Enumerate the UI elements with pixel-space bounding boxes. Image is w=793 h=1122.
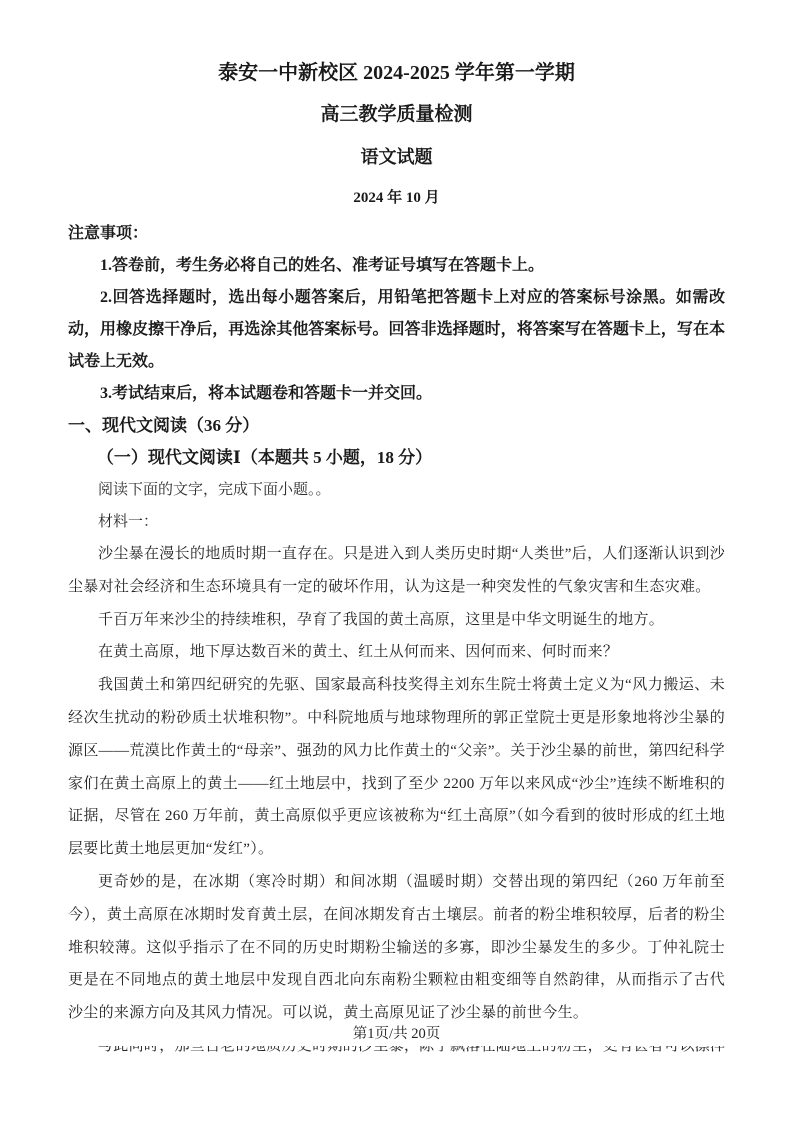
notice-item-2: 2.回答选择题时，选出每小题答案后，用铅笔把答题卡上对应的答案标号涂黑。如需改动，用橡皮擦干净后，再选涂其他答案标号。回答非选择题时，将答案写在答题卡上，写在本试卷上无效。	[68, 289, 725, 370]
notice-heading: 注意事项：	[68, 225, 149, 242]
notice-item-3: 3.考试结束后，将本试题卷和答题卡一并交回。	[100, 385, 433, 402]
reading-instruction: 阅读下面的文字，完成下面小题。。	[98, 482, 331, 498]
subsection-heading-reading-1: （一）现代文阅读Ⅰ（本题共 5 小题，18 分）	[96, 448, 433, 467]
material-one-label: 材料一：	[98, 514, 159, 530]
page-number-footer: 第1页/共 20页	[0, 1022, 793, 1046]
notice-item-1: 1.答卷前，考生务必将自己的姓名、准考证号填写在答题卡上。	[100, 257, 545, 274]
notice-section	[68, 218, 725, 410]
exam-date: 2024 年 10 月	[353, 190, 440, 206]
title-block	[68, 52, 725, 218]
section-heading-modern-reading: 一、现代文阅读（36 分）	[68, 416, 260, 435]
material-paragraph-4: 我国黄土和第四纪研究的先驱、国家最高科技奖得主刘东生院士将黄土定义为“风力搬运、未经次生扰动的粉砂质土状堆积物”。中科院地质与地球物理所的郭正堂院士更是形象地将沙尘暴的源区——荒漠比作黄土的“母亲”、强劲的风力比作黄土的“父亲”。关于沙尘暴的前世，第四纪科学家们在黄土高原上的黄土——红土地层中，找到了至少 2200 万年以来风成“沙尘”连续不断堆积的证据，尽管在 260 万年前，黄土高原似乎更应该被称为“红土高原”（如今看到的彼时形成的红土地层要比黄土地层更加“发红”）。	[68, 677, 725, 858]
material-paragraph-3: 在黄土高原，地下厚达数百米的黄土、红土从何而来、因何而来、何时而来？	[98, 644, 619, 661]
exam-title-subject: 语文试题	[360, 147, 433, 167]
material-paragraph-5: 更奇妙的是，在冰期（寒冷时期）和间冰期（温暖时期）交替出现的第四纪（260 万年前至今），黄土高原在冰期时发育黄土层，在间冰期发育古土壤层。前者的粉尘堆积较厚，后者的粉尘堆积较薄。这似乎指示了在不同的历史时期粉尘输送的多寡，即沙尘暴发生的多少。丁仲礼院士更是在不同地点的黄土地层中发现自西北向东南粉尘颗粒由粗变细等自然韵律，从而指示了古代沙尘的来源方向及其风力情况。可以说，黄土高原见证了沙尘暴的前世今生。	[68, 873, 725, 1022]
exam-title-grade-test: 高三教学质量检测	[320, 104, 473, 125]
exam-title-school-term: 泰安一中新校区 2024-2025 学年第一学期	[218, 62, 575, 84]
reading-section	[68, 410, 725, 1063]
material-paragraph-1: 沙尘暴在漫长的地质时期一直存在。只是进入到人类历史时期“人类世”后，人们逐渐认识到沙尘暴对社会经济和生态环境具有一定的破坏作用，认为这是一种突发性的气象灾害和生态灾难。	[68, 546, 725, 595]
material-paragraph-2: 千百万年来沙尘的持续堆积，孕育了我国的黄土高原，这里是中华文明诞生的地方。	[98, 611, 665, 628]
